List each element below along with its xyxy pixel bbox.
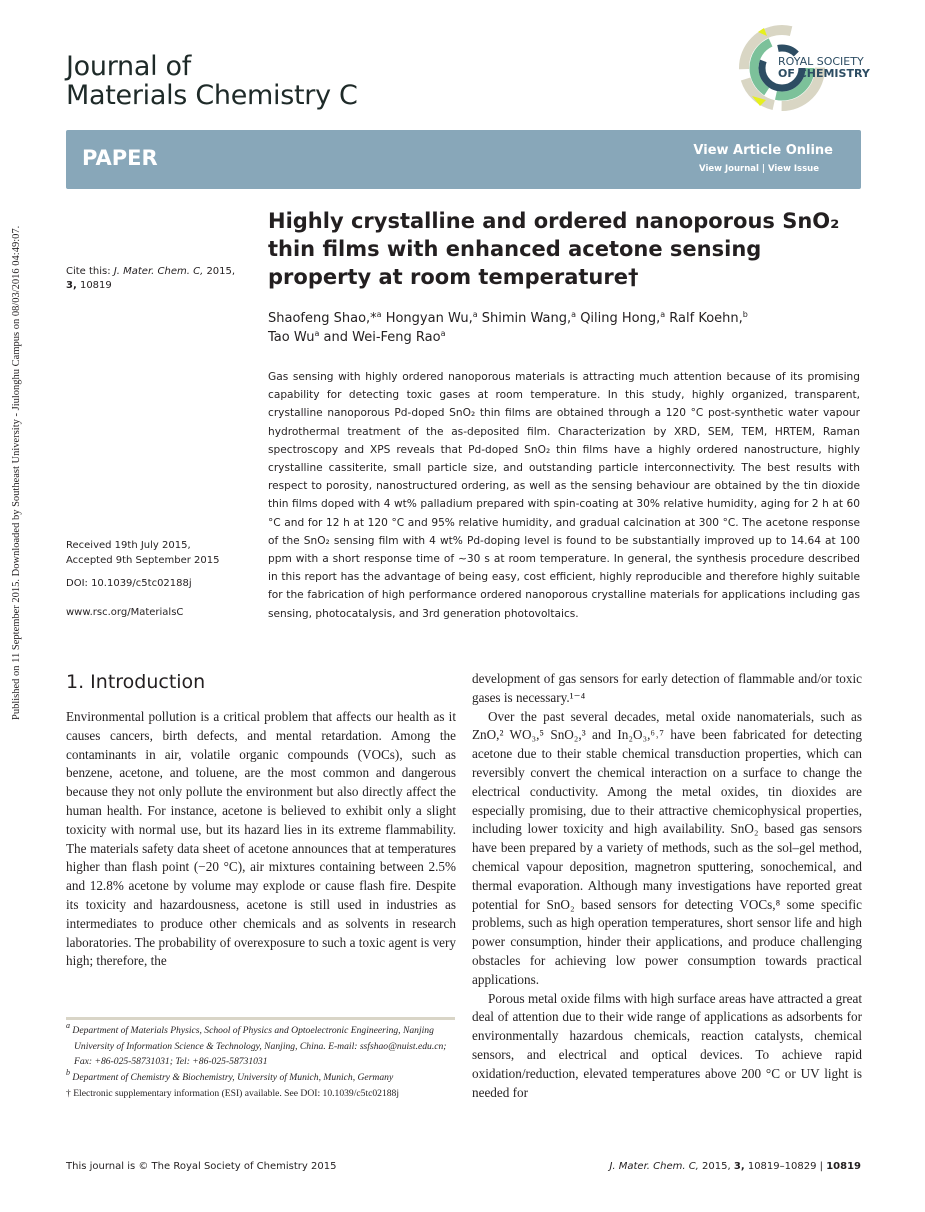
article-banner — [66, 130, 861, 189]
link-separator: | — [761, 164, 765, 174]
author: Qiling Hong,$^a$ — [580, 310, 666, 326]
body-paragraph: Porous metal oxide films with high surface areas have attracted a great deal of attention due to their wide range of applications as adsorbents for environmentally hazardous chemicals, reaction catalysts, chemical sensors, and electrical and optical devices. To achieve rapid oxidation/reduction, elevated temperatures above 200 °C or UV light is needed for — [472, 990, 862, 1100]
author: and Wei-Feng Rao$^a$ — [323, 329, 446, 345]
author: Shaofeng Shao,*$^a$ — [268, 310, 382, 326]
footnote-a: $^a$ Department of Materials Physics, School of Physics and Optoelectronic Engineering, Nanjing University of Information Science & Technology, Nanjing, China. E-mail: ssfshao@nuist.edu.cn; Fax: +86-025-58731031; Tel: +86-025-58731031 — [66, 1021, 447, 1068]
article-type: PAPER — [82, 146, 158, 170]
accepted-date: Accepted 9th September 2015 — [66, 555, 220, 566]
author: Ralf Koehn,$^b$ — [669, 310, 748, 326]
right-column — [472, 670, 862, 1102]
journal-title-line1: Journal of — [66, 51, 191, 82]
logo-line1: ROYAL SOCIETY — [778, 55, 864, 68]
body-paragraph: Environmental pollution is a critical problem that affects our health as it causes cancers, birth defects, and mental retardation. Among the contaminants in air, volatile organic compounds (VOCs), such as benzene, acetone, and toluene, are the most common and dangerous because they not only pollute the environment but also directly affect the human health. For instance, acetone is believed to exhibit only a slight toxicity with normal use, but its hazard lies in its extreme flammability. The materials safety data sheet of acetone announces that at temperatures higher than flash point (−20 °C), air mixtures containing between 2.5% and 12.8% acetone by volume may explode or cause flash fire. Despite its toxicity and hazardousness, acetone is still used in industries as intermediates to produce other chemicals and as solvents in research laboratories. The probability of overexposure to such a toxic agent is very high; therefore, the — [66, 709, 456, 969]
body-paragraph: development of gas sensors for early detection of flammable and/or toxic gases is necessary.¹⁻⁴ — [472, 671, 862, 705]
author-list — [268, 309, 868, 347]
view-journal-link[interactable]: View Journal — [699, 164, 759, 174]
footer-citation: J. Mater. Chem. C, 2015, 3, 10819–10829 | 10819 — [609, 1161, 861, 1172]
author: Tao Wu$^a$ — [268, 329, 320, 345]
doi[interactable]: DOI: 10.1039/c5tc02188j — [66, 578, 192, 589]
journal-links — [699, 164, 819, 174]
journal-url[interactable]: www.rsc.org/MaterialsC — [66, 607, 184, 618]
body-paragraph: Over the past several decades, metal oxide nanomaterials, such as ZnO,² WO₃,⁵ SnO₂,³ and In₂O₃,⁶˒⁷ have been fabricated for detecting acetone due to their stable chemical transduction properties, which can reversibly convert the chemical interaction on a surface to change the electrical conductivity. Among the metal oxides, tin dioxides are especially promising, due to their attractive chemicophysical properties, including lower toxicity and high availability. SnO₂ based gas sensors have been prepared by a variety of methods, such as the sol–gel method, chemical vapour deposition, magnetron sputtering, sonochemical, and thermal evaporation. Although many investigations have reported great potential for SnO₂ based sensors for detecting VOCs,⁸ some specific problems, such as high operation temperatures, short sensor life and high power consumption, hinder their applications, and produce challenging obstacles for achieving low power consumption towards practical applications. — [472, 708, 862, 987]
cite-label: Cite this: — [66, 266, 111, 277]
copyright: This journal is © The Royal Society of Chemistry 2015 — [66, 1161, 337, 1172]
author: Hongyan Wu,$^a$ — [385, 310, 478, 326]
view-issue-link[interactable]: View Issue — [767, 164, 819, 174]
footnotes — [66, 1023, 461, 1102]
download-notice-text: Published on 11 September 2015. Downloaded by Southeast University - Jiulonghu Campus on 08/03/2016 04:49:07. — [11, 225, 22, 720]
footnote-divider — [66, 1017, 455, 1020]
page-footer — [66, 1161, 861, 1172]
citation — [66, 265, 246, 293]
article-history — [66, 538, 219, 620]
cite-journal: J. Mater. Chem. C, — [113, 266, 204, 277]
footnote-esi: † Electronic supplementary information (ESI) available. See DOI: 10.1039/c5tc02188j — [66, 1087, 400, 1099]
rsc-logo-text — [778, 56, 870, 80]
logo-line2: OF CHEMISTRY — [778, 67, 870, 80]
left-column — [66, 708, 456, 971]
page-number: 10819 — [826, 1161, 861, 1172]
article-title: Highly crystalline and ordered nanoporous SnO₂ thin films with enhanced acetone sensing property at room temperature† — [268, 209, 840, 289]
cite-volume: 3, — [66, 280, 77, 291]
footnote-b: $^b$ Department of Chemistry & Biochemistry, University of Munich, Munich, Germany — [66, 1068, 394, 1084]
journal-title-line2: Materials Chemistry C — [66, 80, 358, 111]
section-heading-introduction: 1. Introduction — [66, 671, 206, 693]
abstract: Gas sensing with highly ordered nanoporous materials is attracting much attention because of its promising capability for detecting toxic gases at room temperature. In this study, highly organized, transparent, crystalline nanoporous Pd-doped SnO₂ thin films are obtained through a 120 °C post-synthetic water vapour hydrothermal treatment of the as-deposited film. Characterization by XRD, SEM, TEM, HRTEM, Raman spectroscopy and XPS reveals that Pd-doped SnO₂ thin films have a highly ordered nanostructure, highly crystalline cassiterite, small particle size, and outstanding particle interconnectivity. The best results with respect to porosity, nanostructured ordering, as well as the sensing behaviour are obtained by the tin dioxide thin films doped with 4 wt% palladium prepared with spin-coating at 30% relative humidity, aging for 2 h at 60 °C and for 12 h at 120 °C and 95% relative humidity, and gradual calcination at 300 °C. The acetone response of the SnO₂ sensing film with 4 wt% Pd-doping level is found to be substantially improved up to 14.64 at 100 ppm with a short response time of ∼30 s at room temperature. In general, the synthesis procedure described in this report has the advantage of being easy, cost efficient, highly reproducible and therefore highly suitable for the fabrication of high performance ordered nanoporous crystalline materials for applications including gas sensing, photocatalysis, and 3rd generation photovoltaics. — [268, 371, 860, 620]
cite-page: 10819 — [79, 280, 112, 291]
author: Shimin Wang,$^a$ — [481, 310, 577, 326]
cite-year: 2015, — [206, 266, 236, 277]
view-article-online-link[interactable]: View Article Online — [693, 143, 833, 158]
received-date: Received 19th July 2015, — [66, 540, 191, 551]
journal-title — [66, 52, 358, 110]
download-notice — [0, 0, 20, 725]
